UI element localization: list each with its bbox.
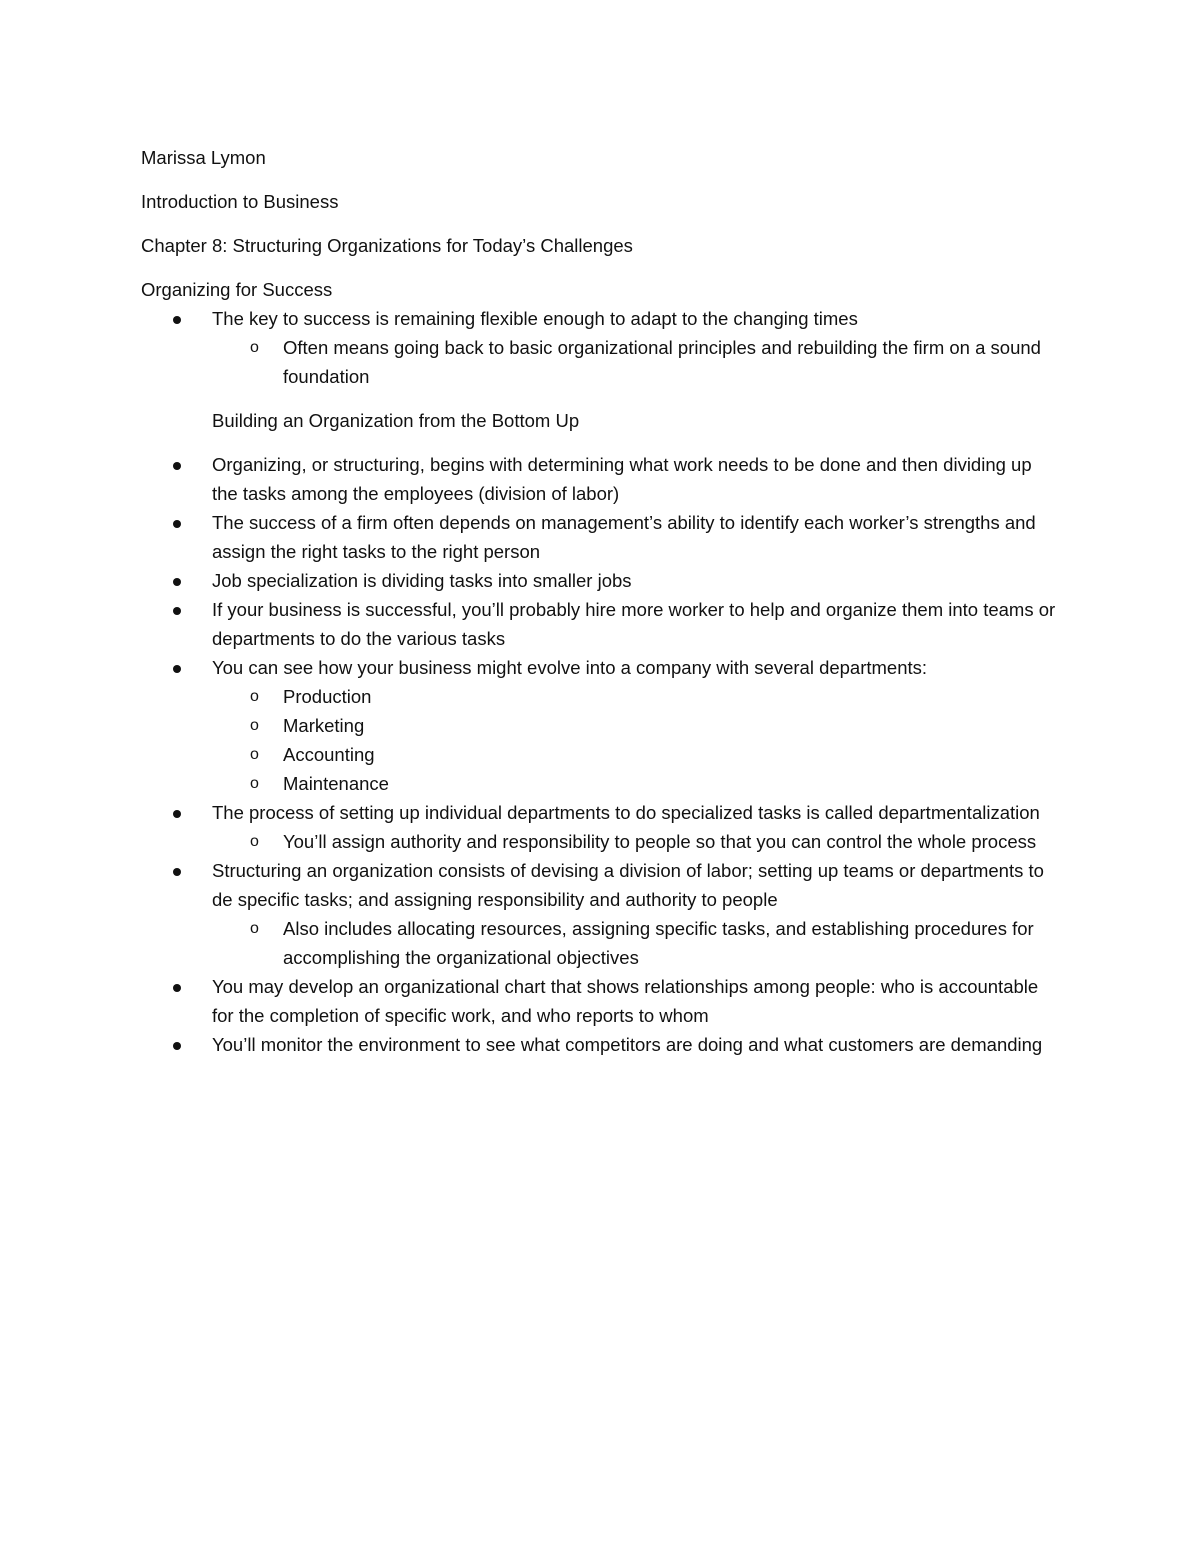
bullet-text: The success of a firm often depends on management’s ability to identify each worker’s strengths and assign the right tasks to the right person — [212, 512, 1036, 562]
bullet-text: You’ll monitor the environment to see what competitors are doing and what customers are demanding — [212, 1034, 1043, 1055]
sub-bullet-list — [212, 914, 1061, 972]
bullet-dot-icon — [173, 984, 181, 992]
bullet-item — [141, 798, 1061, 856]
sub-bullet-text: Marketing — [283, 715, 365, 736]
bullet-item — [141, 450, 1061, 508]
bullet-dot-icon — [173, 607, 181, 615]
course-title: Introduction to Business — [141, 191, 339, 212]
bullet-dot-icon — [173, 665, 181, 673]
sub-bullet-text: Accounting — [283, 744, 375, 765]
bullet-item — [141, 856, 1061, 972]
bullet-item — [141, 304, 1061, 391]
sub-bullet-marker-icon: o — [250, 746, 259, 763]
sub-bullet-item — [212, 711, 1061, 740]
sub-bullet-marker-icon: o — [250, 833, 259, 850]
sub-bullet-marker-icon: o — [250, 717, 259, 734]
sub-bullet-item — [212, 682, 1061, 711]
sub-bullet-text: Also includes allocating resources, assigning specific tasks, and establishing procedures for accomplishing the organizational objectives — [283, 918, 1034, 968]
sub-bullet-item — [212, 740, 1061, 769]
bullet-dot-icon — [173, 520, 181, 528]
bullet-dot-icon — [173, 462, 181, 470]
bullet-text: Job specialization is dividing tasks into smaller jobs — [212, 570, 632, 591]
bullet-text: Structuring an organization consists of devising a division of labor; setting up teams or departments to de specific tasks; and assigning responsibility and authority to people — [212, 860, 1044, 910]
bullet-item — [141, 653, 1061, 798]
bullet-text: The process of setting up individual departments to do specialized tasks is called departmentalization — [212, 802, 1040, 823]
sub-bullet-list — [212, 682, 1061, 798]
subheading: Building an Organization from the Bottom Up — [212, 410, 580, 431]
chapter-title: Chapter 8: Structuring Organizations for Today’s Challenges — [141, 235, 633, 256]
sub-bullet-marker-icon: o — [250, 775, 259, 792]
bullet-item — [141, 972, 1061, 1030]
section-title: Organizing for Success — [141, 279, 333, 300]
author-name: Marissa Lymon — [141, 147, 266, 168]
sub-bullet-marker-icon: o — [250, 920, 259, 937]
sub-bullet-marker-icon: o — [250, 688, 259, 705]
sub-bullet-list — [212, 827, 1061, 856]
bullet-text: You can see how your business might evolve into a company with several departments: — [212, 657, 928, 678]
bullet-list-building — [141, 450, 1061, 1059]
bullet-item — [141, 508, 1061, 566]
sub-bullet-item — [212, 827, 1061, 856]
bullet-dot-icon — [173, 316, 181, 324]
sub-bullet-text: Often means going back to basic organizational principles and rebuilding the firm on a sound foundation — [283, 337, 1041, 387]
sub-bullet-text: Maintenance — [283, 773, 389, 794]
bullet-text: The key to success is remaining flexible enough to adapt to the changing times — [212, 308, 858, 329]
bullet-text: If your business is successful, you’ll probably hire more worker to help and organize them into teams or departments to do the various tasks — [212, 599, 1056, 649]
sub-bullet-marker-icon: o — [250, 339, 259, 356]
bullet-text: You may develop an organizational chart that shows relationships among people: who is accountable for the completion of specific work, and who reports to whom — [212, 976, 1039, 1026]
sub-bullet-text: You’ll assign authority and responsibility to people so that you can control the whole process — [283, 831, 1037, 852]
sub-bullet-list — [212, 333, 1061, 391]
bullet-dot-icon — [173, 810, 181, 818]
bullet-dot-icon — [173, 868, 181, 876]
bullet-item — [141, 595, 1061, 653]
bullet-item — [141, 566, 1061, 595]
sub-bullet-text: Production — [283, 686, 372, 707]
bullet-dot-icon — [173, 1042, 181, 1050]
sub-bullet-item — [212, 333, 1061, 391]
bullet-text: Organizing, or structuring, begins with determining what work needs to be done and then dividing up the tasks among the employees (division of labor) — [212, 454, 1032, 504]
bullet-list-organizing — [141, 304, 1061, 391]
document-body — [141, 143, 1061, 1059]
sub-bullet-item — [212, 769, 1061, 798]
sub-bullet-item — [212, 914, 1061, 972]
bullet-dot-icon — [173, 578, 181, 586]
bullet-item — [141, 1030, 1061, 1059]
